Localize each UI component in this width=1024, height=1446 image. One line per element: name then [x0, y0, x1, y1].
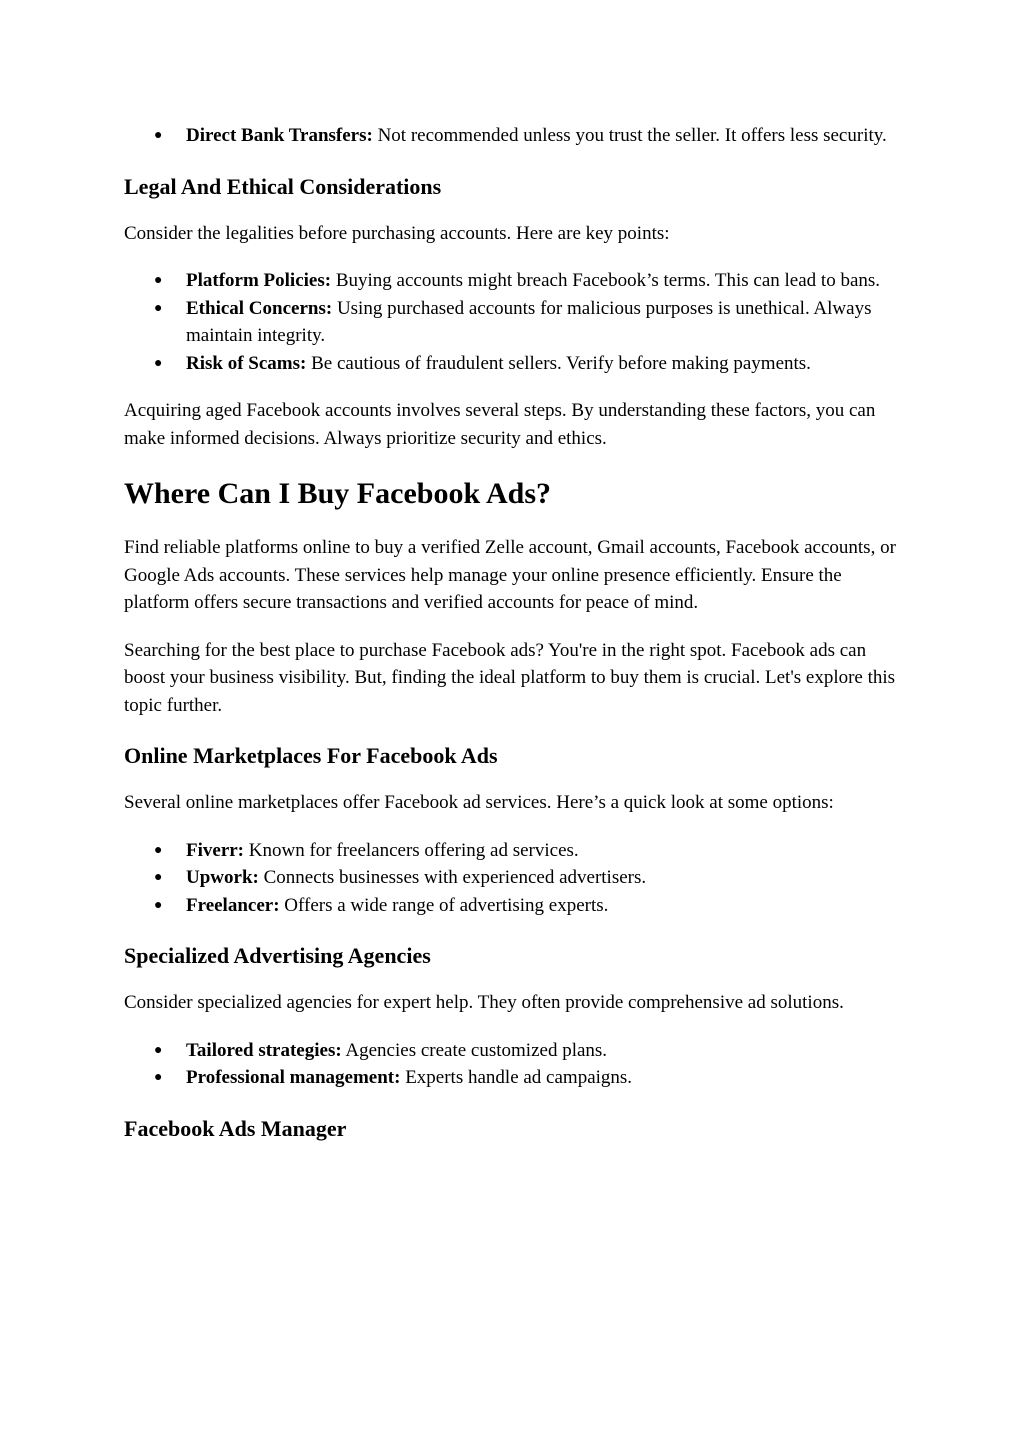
- list-item-text: Using purchased accounts for malicious purposes is unethical. Always maintain integrity.: [186, 297, 872, 346]
- legal-intro: Consider the legalities before purchasing accounts. Here are key points:: [124, 222, 670, 244]
- list-item-text: Known for freelancers offering ad services.: [244, 839, 579, 861]
- list-item-text: Agencies create customized plans.: [341, 1039, 608, 1061]
- list-item-text: Be cautious of fraudulent sellers. Verify before making payments.: [306, 352, 811, 374]
- ads-manager-heading: Facebook Ads Manager: [124, 1115, 347, 1141]
- list-item-term: Tailored strategies:: [186, 1039, 342, 1061]
- legal-summary: Acquiring aged Facebook accounts involves several steps. By understanding these factors, you can make informed decisions. Always prioritize security and ethics.: [124, 400, 876, 449]
- list-item-term: Platform Policies:: [186, 270, 332, 291]
- list-item-text: Buying accounts might breach Facebook’s terms. This can lead to bans.: [331, 270, 881, 291]
- list-item: [124, 1037, 904, 1065]
- list-item: [124, 122, 904, 150]
- list-item-text: Not recommended unless you trust the seller. It offers less security.: [372, 125, 887, 146]
- list-item-term: Professional management:: [186, 1067, 401, 1088]
- marketplaces-list: [124, 837, 904, 920]
- list-item: [124, 295, 904, 350]
- agencies-heading: Specialized Advertising Agencies: [124, 943, 431, 968]
- legal-list: [124, 267, 904, 377]
- bullet-icon: ●: [154, 1070, 163, 1085]
- bullet-icon: ●: [154, 870, 163, 885]
- list-item: [124, 864, 904, 892]
- list-item-term: Direct Bank Transfers:: [186, 125, 373, 146]
- bullet-icon: ●: [154, 842, 163, 858]
- payment-methods-list: [124, 122, 904, 150]
- list-item-text: Connects businesses with experienced advertisers.: [258, 867, 647, 888]
- agencies-intro: Consider specialized agencies for expert help. They often provide comprehensive ad solutions.: [124, 992, 844, 1013]
- bullet-icon: ●: [154, 1042, 163, 1058]
- where-paragraph-1: Find reliable platforms online to buy a verified Zelle account, Gmail accounts, Facebook accounts, or Google Ads accounts. These services help manage your online presence efficiently. Ensure the platform offers secure transactions and verified accounts for peace of mind.: [124, 537, 896, 613]
- list-item: [124, 1064, 904, 1092]
- list-item: [124, 837, 904, 865]
- bullet-icon: ●: [154, 273, 163, 288]
- legal-heading: Legal And Ethical Considerations: [124, 173, 442, 199]
- list-item: [124, 892, 904, 920]
- list-item-term: Freelancer:: [186, 894, 280, 916]
- list-item-term: Fiverr:: [186, 839, 245, 861]
- document-content: [124, 122, 904, 1145]
- bullet-icon: ●: [154, 897, 163, 913]
- agencies-list: [124, 1037, 904, 1092]
- bullet-icon: ●: [154, 300, 163, 316]
- list-item-term: Upwork:: [186, 867, 259, 888]
- where-paragraph-2: Searching for the best place to purchase Facebook ads? You're in the right spot. Facebook ads can boost your business visibility. But, finding the ideal platform to buy them is crucial. Let's explore this topic further.: [124, 639, 896, 716]
- list-item-text: Experts handle ad campaigns.: [400, 1067, 633, 1088]
- bullet-icon: ●: [154, 355, 163, 371]
- marketplaces-intro: Several online marketplaces offer Facebook ad services. Here’s a quick look at some options:: [124, 792, 834, 813]
- list-item: [124, 267, 904, 295]
- list-item-term: Ethical Concerns:: [186, 297, 333, 319]
- where-heading: Where Can I Buy Facebook Ads?: [124, 477, 552, 510]
- list-item-term: Risk of Scams:: [186, 352, 307, 374]
- bullet-icon: ●: [154, 128, 163, 143]
- marketplaces-heading: Online Marketplaces For Facebook Ads: [124, 743, 498, 768]
- list-item: [124, 350, 904, 378]
- list-item-text: Offers a wide range of advertising experts.: [279, 894, 609, 916]
